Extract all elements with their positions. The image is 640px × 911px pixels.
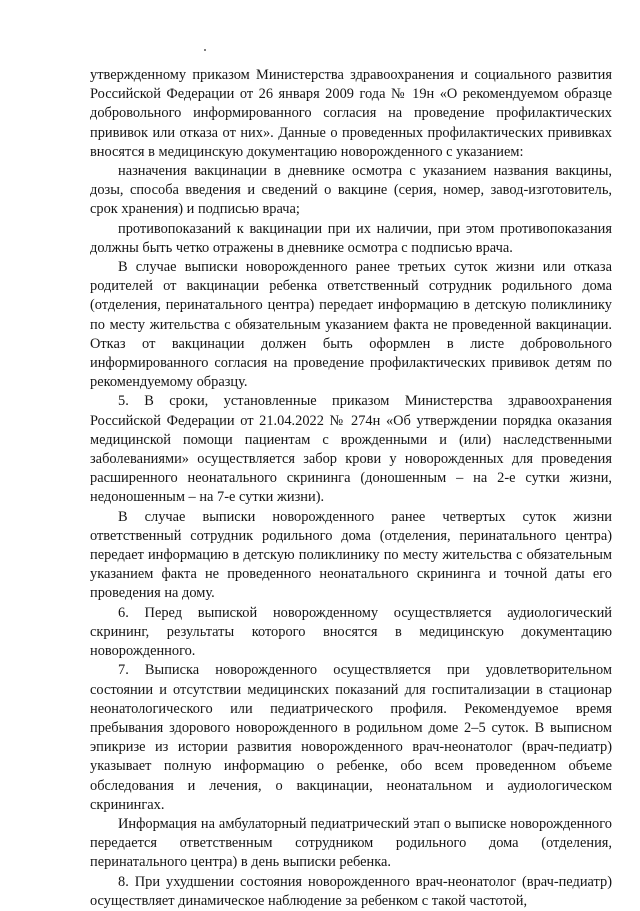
paragraph-item-8-deterioration: 8. При ухудшении состояния новорожденного врач-неонатолог (врач-педиатр) осуществляет динамическое наблюдение за ребенком с такой частотой,: [90, 873, 612, 909]
paragraph-item-5-screening: 5. В сроки, установленные приказом Министерства здравоохранения Российской Федерации от 21.04.2022 № 274н «Об утверждении порядка оказания медицинской помощи пациентам с врожденными и (или) наследственными заболеваниями» осуществляется забор крови у новорожденных для проведения расширенного неонатального скрининга (доношенным – на 2-е сутки жизни, недоношенным – на 7-е сутки жизни).: [90, 393, 612, 506]
paragraph-vaccination-diary: назначения вакцинации в дневнике осмотра с указанием названия вакцины, дозы, способа введения и сведений о вакцине (серия, номер, завод-изготовитель, срок хранения) и подписью врача;: [90, 163, 612, 218]
paragraph-discharge-information: Информация на амбулаторный педиатрический этап о выписке новорожденного передается ответственным сотрудником родильного дома (отделения, перинатального центра) в день выписки ребенка.: [90, 815, 612, 871]
paragraph-early-discharge-vaccination: В случае выписки новорожденного ранее третьих суток жизни или отказа родителей от вакцинации ребенка ответственный сотрудник родильного дома (отделения, перинатального центра) передает информацию в детскую поликлинику по месту жительства с обязательным указанием факта не проведенной вакцинации. Отказ от вакцинации должен быть оформлен в листе добровольного информированного согласия на проведение профилактических прививок детям по рекомендуемому образцу.: [90, 259, 612, 391]
paragraph-continuation: утвержденному приказом Министерства здравоохранения и социального развития Российской Федерации от 26 января 2009 года № 19н «О рекомендуемом образце добровольного информированного согласия на проведение профилактических прививок или отказа от них». Данные о проведенных профилактических прививках вносятся в медицинскую документацию новорожденного с указанием:: [90, 67, 612, 160]
paragraph-early-discharge-screening: В случае выписки новорожденного ранее четвертых суток жизни ответственный сотрудник родильного дома (отделения, перинатального центра) передает информацию в детскую поликлинику по месту жительства с обязательным указанием факта не проведенного неонатального скрининга и точной даты его проведения на дому.: [90, 508, 612, 602]
paragraph-item-6-audiology: 6. Перед выпиской новорожденному осуществляется аудиологический скрининг, результаты которого вносятся в медицинскую документацию новорожденного.: [90, 604, 612, 660]
scan-speck: [204, 49, 206, 51]
paragraph-item-7-discharge: 7. Выписка новорожденного осуществляется при удовлетворительном состоянии и отсутствии медицинских показаний для госпитализации в стационар неонатологического или педиатрического профиля. Рекомендуемое время пребывания здорового новорожденного в родильном доме 2–5 суток. В выписном эпикризе из истории развития новорожденного врач-неонатолог (врач-педиатр) указывает полную информацию о ребенке, обо всем проведенном объеме обследования и лечения, о вакцинации, неонатальном и аудиологическом скринингах.: [90, 662, 612, 813]
paragraph-contraindications: противопоказаний к вакцинации при их наличии, при этом противопоказания должны быть четко отражены в дневнике осмотра с подписью врача.: [90, 220, 612, 256]
document-body: [90, 66, 612, 911]
